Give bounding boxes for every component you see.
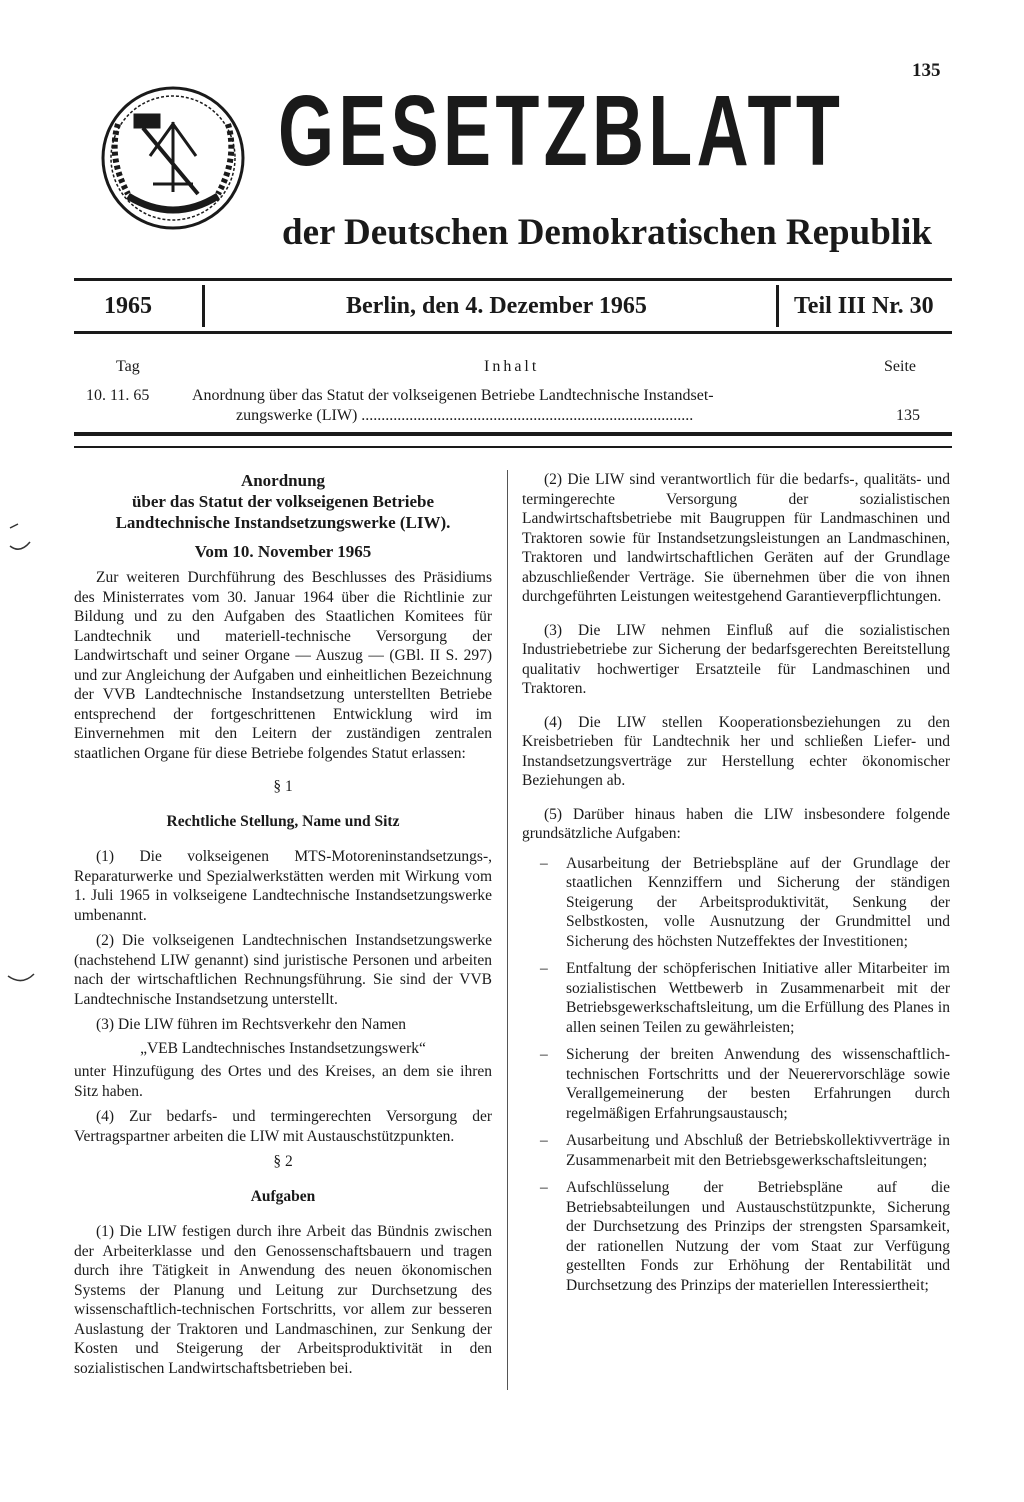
toc-divider-rule bbox=[74, 432, 952, 448]
list-item: – Entfaltung der schöpferischen Initiative aller Mitarbeiter im sozialistischen Wettbewerb in Zusammenarbeit mit der Betriebsgewerkschaftsleitung, um die Erfüllung des Planes in allen seinen Teilen zu gewährleisten; bbox=[522, 959, 950, 1037]
section-number: § 1 bbox=[273, 778, 293, 795]
toc-header-day: Tag bbox=[116, 358, 140, 375]
paragraph: (4) Die LIW stellen Kooperationsbeziehungen zu den Kreisbetrieben für Landtechnik her und schließen Liefer- und Instandsetzungsverträge zur Herstellung echter ökonomischer Beziehungen ab. bbox=[522, 713, 950, 789]
page-number: 135 bbox=[912, 60, 941, 81]
paragraph: (2) Die LIW sind verantwortlich für die bedarfs-, qualitäts- und termingerechte Versorgung der sozialistischen Landwirtschaftsbetriebe mit Baugruppen für Landmaschinen und Traktoren sowie für Instandsetzungsleistungen an Landmaschinen, Traktoren und landwirtschaftlichen Geräten auf der Grundlage abzuschließender Verträge. Sie übernehmen über die von ihnen durchgeführten Leistungen weitestgehend Garantieverpflichtungen. bbox=[522, 471, 950, 605]
article-preamble: Zur weiteren Durchführung des Beschlusses des Präsidiums des Ministerrates vom 30. Januar 1964 über die Richtlinie zur Bildung und zu den Aufgaben des Staatlichen Komitees für Landtechnik und materiell-technische Versorgung der Landwirtschaft und seiner Organe — Auszug — (GBl. II S. 297) und zur Angleichung der Aufgaben und einheitlichen Bezeichnung der VVB Landtechnische Instandsetzung unterstellten Betriebe entsprechend der fortgeschrittenen Entwicklung wird im Einvernehmen mit den Leitern der zuständigen zentralen staatlichen Organe für diese Betriebe folgendes Statut erlassen: bbox=[74, 569, 492, 762]
issue-bar bbox=[74, 278, 952, 334]
column-divider bbox=[507, 470, 508, 1390]
section-number: § 2 bbox=[273, 1153, 293, 1170]
paragraph: (3) Die LIW führen im Rechtsverkehr den Namen bbox=[96, 1016, 407, 1033]
toc-entry-day: 10. 11. 65 bbox=[86, 387, 150, 404]
section-title: Aufgaben bbox=[250, 1188, 316, 1205]
margin-mark-icon bbox=[4, 520, 34, 560]
article-column-left bbox=[74, 470, 492, 1380]
issue-part-number: Teil III Nr. 30 bbox=[794, 293, 934, 319]
paragraph: (3) Die LIW nehmen Einfluß auf die sozialistischen Industriebetriebe zur Sicherung der bedarfsgerechten Bereitstellung qualitativ hochwertiger Ersatzteile für Landmaschinen und Traktoren. bbox=[522, 621, 950, 697]
issue-place-date: Berlin, den 4. Dezember 1965 bbox=[346, 293, 647, 319]
paragraph: (2) Die volkseigenen Landtechnischen Instandsetzungswerke (nachstehend LIW genannt) sind juristische Personen und arbeiten nach der wirtschaftlichen Rechnungsführung. Sie sind der VVB Landtechnische Instandsetzung unterstellt. bbox=[74, 932, 492, 1008]
article-column-right bbox=[522, 470, 950, 1303]
toc-entry-title: Anordnung über das Statut der volkseigenen Betriebe Landtechnische Instandset- bbox=[192, 387, 714, 404]
margin-mark-icon bbox=[4, 968, 38, 992]
list-item: – Sicherung der breiten Anwendung des wissenschaftlich-technischen Fortschritts und der Neuerervorschläge sowie Verallgemeinerung der besten Erfahrungen durch regelmäßigen Erfahrungsaustausch; bbox=[522, 1045, 950, 1123]
article-title-line: Landtechnische Instandsetzungswerke (LIW). bbox=[115, 513, 451, 532]
article-title-line: über das Statut der volkseigenen Betriebe bbox=[131, 492, 435, 511]
paragraph: (4) Zur bedarfs- und termingerechten Versorgung der Vertragspartner arbeiten die LIW mit Austauschstützpunkten. bbox=[74, 1108, 492, 1145]
toc-header-content: Inhalt bbox=[484, 358, 540, 375]
list-item: – Ausarbeitung der Betriebspläne auf der Grundlage der staatlichen Kennziffern und Sicherung der ständigen Steigerung der Arbeitsproduktivität, Senkung der Selbstkosten, volle Ausnutzung der Grundmittel und Sicherung des höchsten Nutzeffektes der Investitionen; bbox=[522, 854, 950, 952]
toc-entry-page: 135 bbox=[896, 407, 920, 424]
article-date: Vom 10. November 1965 bbox=[194, 542, 372, 561]
masthead-title: GESETZBLATT bbox=[278, 75, 845, 187]
state-emblem-icon bbox=[98, 84, 248, 232]
masthead-subtitle: der Deutschen Demokratischen Republik bbox=[282, 212, 932, 253]
issue-separator bbox=[202, 285, 205, 327]
company-name-quote: „VEB Landtechnisches Instandsetzungswerk“ bbox=[140, 1039, 426, 1057]
list-item: – Ausarbeitung und Abschluß der Betriebskollektivverträge in Zusammenarbeit mit den Betriebsgewerkschaftsleitungen; bbox=[522, 1131, 950, 1170]
paragraph: (5) Darüber hinaus haben die LIW insbesondere folgende grundsätzliche Aufgaben: bbox=[522, 805, 950, 842]
article-title-line: Anordnung bbox=[240, 471, 326, 490]
toc-header-page: Seite bbox=[884, 358, 916, 375]
issue-separator bbox=[776, 285, 779, 327]
toc-entry-title-continued: zungswerke (LIW) ................................................................................... bbox=[236, 407, 694, 424]
paragraph: (1) Die LIW festigen durch ihre Arbeit das Bündnis zwischen der Arbeiterklasse und den Genossenschaftsbauern und tragen durch ihre Tätigkeit in Anwendung des neuen ökonomischen Systems der Planung und Leitung zur Durchsetzung des wissenschaftlich-technischen Fortschritts, vor allem zur besseren Auslastung der Traktoren und Landmaschinen, zur Senkung der Kosten und Steigerung der Arbeitsproduktivität in den sozialistischen Landwirtschaftsbetrieben bei. bbox=[74, 1223, 492, 1377]
list-item: – Aufschlüsselung der Betriebspläne auf die Betriebsabteilungen und Austauschstützpunkte, Sicherung der Durchsetzung des Prinzips der strengsten Sparsamkeit, der rationellen Nutzung der vom Staat zur Verfügung gestellten Fonds zur Erhöhung der Rentabilität und Durchsetzung des Prinzips der materiellen Interessiertheit; bbox=[522, 1178, 950, 1295]
issue-year: 1965 bbox=[104, 293, 152, 319]
paragraph: unter Hinzufügung des Ortes und des Kreises, an dem sie ihren Sitz haben. bbox=[74, 1063, 492, 1100]
section-title: Rechtliche Stellung, Name und Sitz bbox=[166, 813, 400, 830]
paragraph: (1) Die volkseigenen MTS-Motoreninstandsetzungs-, Reparaturwerke und Spezialwerkstätten werden mit Wirkung vom 1. Juli 1965 in volkseigene Landtechnische Instandsetzungswerke umbenannt. bbox=[74, 848, 492, 924]
